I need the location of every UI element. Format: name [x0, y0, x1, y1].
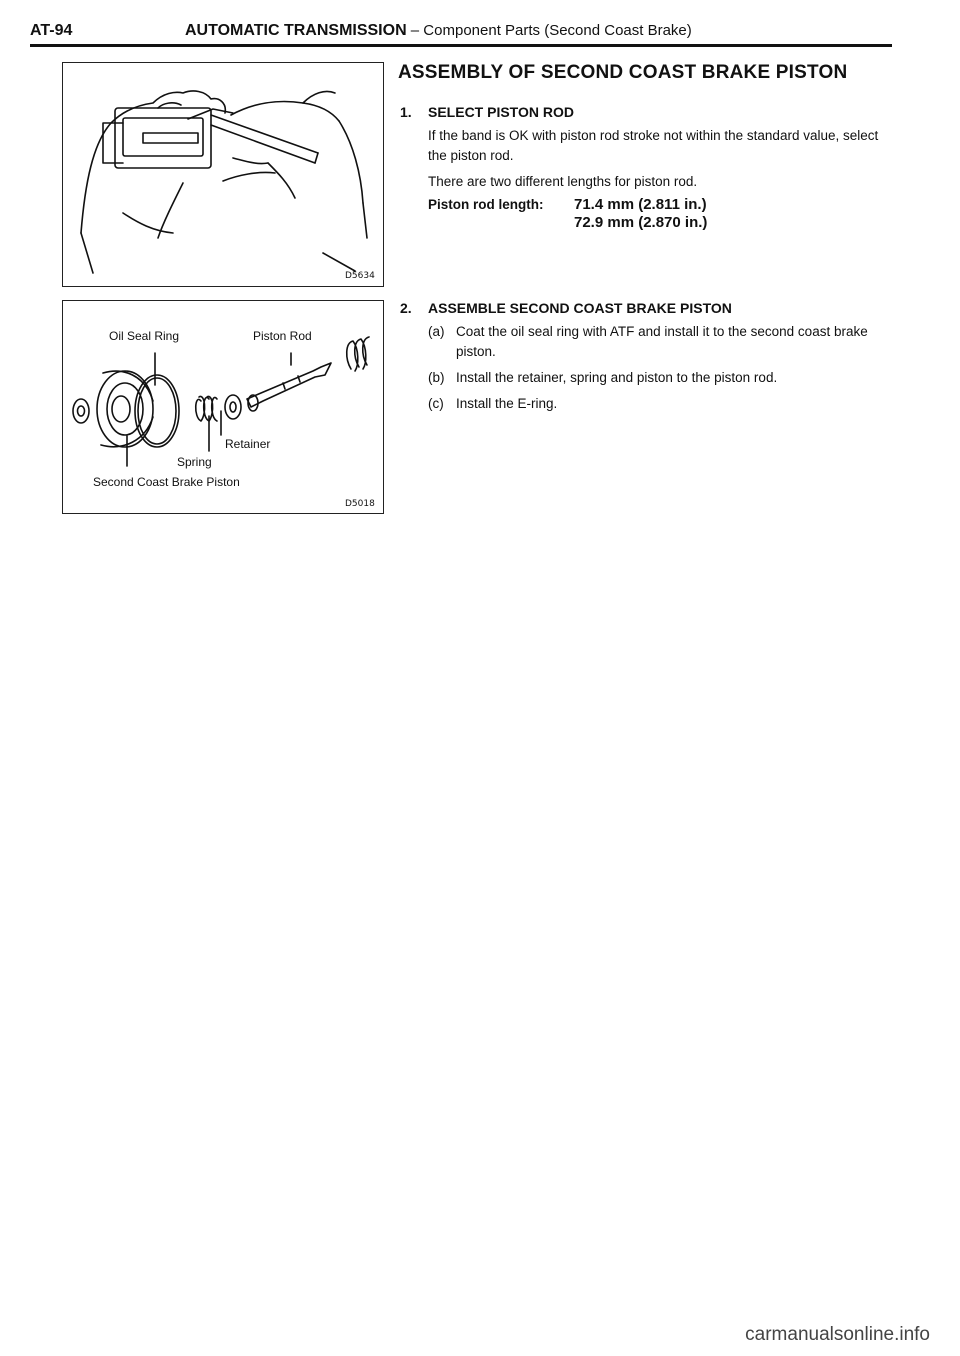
spec-value-2-row: [574, 214, 707, 231]
label-piston-rod: Piston Rod: [253, 329, 312, 343]
spec-value-2: 72.9 mm (2.870 in.): [574, 214, 708, 231]
section-title: AUTOMATIC TRANSMISSION – Component Parts (Second Coast Brake): [185, 22, 692, 39]
figure-caliper: [62, 62, 384, 287]
figure2-code: D5018: [345, 499, 375, 509]
label-retainer: Retainer: [225, 437, 271, 451]
section-subtitle: – Component Parts (Second Coast Brake): [410, 22, 692, 39]
spec-label: Piston rod length:: [428, 197, 544, 212]
step-2-item-b: (b) Install the retainer, spring and piston to the piston rod.: [428, 370, 778, 385]
label-second-coast-brake-piston: Second Coast Brake Piston: [93, 475, 240, 489]
figure1-code: D5634: [345, 271, 375, 281]
caliper-measuring-hands-illustration: [63, 63, 383, 286]
step-2-item-a: (a) Coat the oil seal ring with ATF and install it to the second coast brake piston.: [428, 324, 868, 359]
step-2-item-c: (c) Install the E-ring.: [428, 396, 558, 411]
label-oil-seal-ring: Oil Seal Ring: [109, 329, 180, 343]
piston-rod-length-spec: [428, 196, 707, 213]
watermark: carmanualsonline.info: [745, 1324, 930, 1345]
figure-piston-assembly: [62, 300, 384, 514]
spec-value-1: 71.4 mm (2.811 in.): [574, 196, 707, 213]
page-code: AT-94: [30, 22, 73, 39]
step-1-paragraph-2: There are two different lengths for piston rod.: [428, 174, 698, 189]
step-2-heading: 2. ASSEMBLE SECOND COAST BRAKE PISTON: [400, 300, 732, 316]
label-spring: Spring: [177, 455, 212, 469]
step-1-paragraph-1: If the band is OK with piston rod stroke not within the standard value, select the piston rod.: [428, 128, 879, 163]
section-heading: ASSEMBLY OF SECOND COAST BRAKE PISTON: [398, 62, 848, 83]
header-rule: [30, 44, 892, 47]
page-header: [30, 22, 890, 44]
step-1-heading: 1. SELECT PISTON ROD: [400, 104, 574, 120]
